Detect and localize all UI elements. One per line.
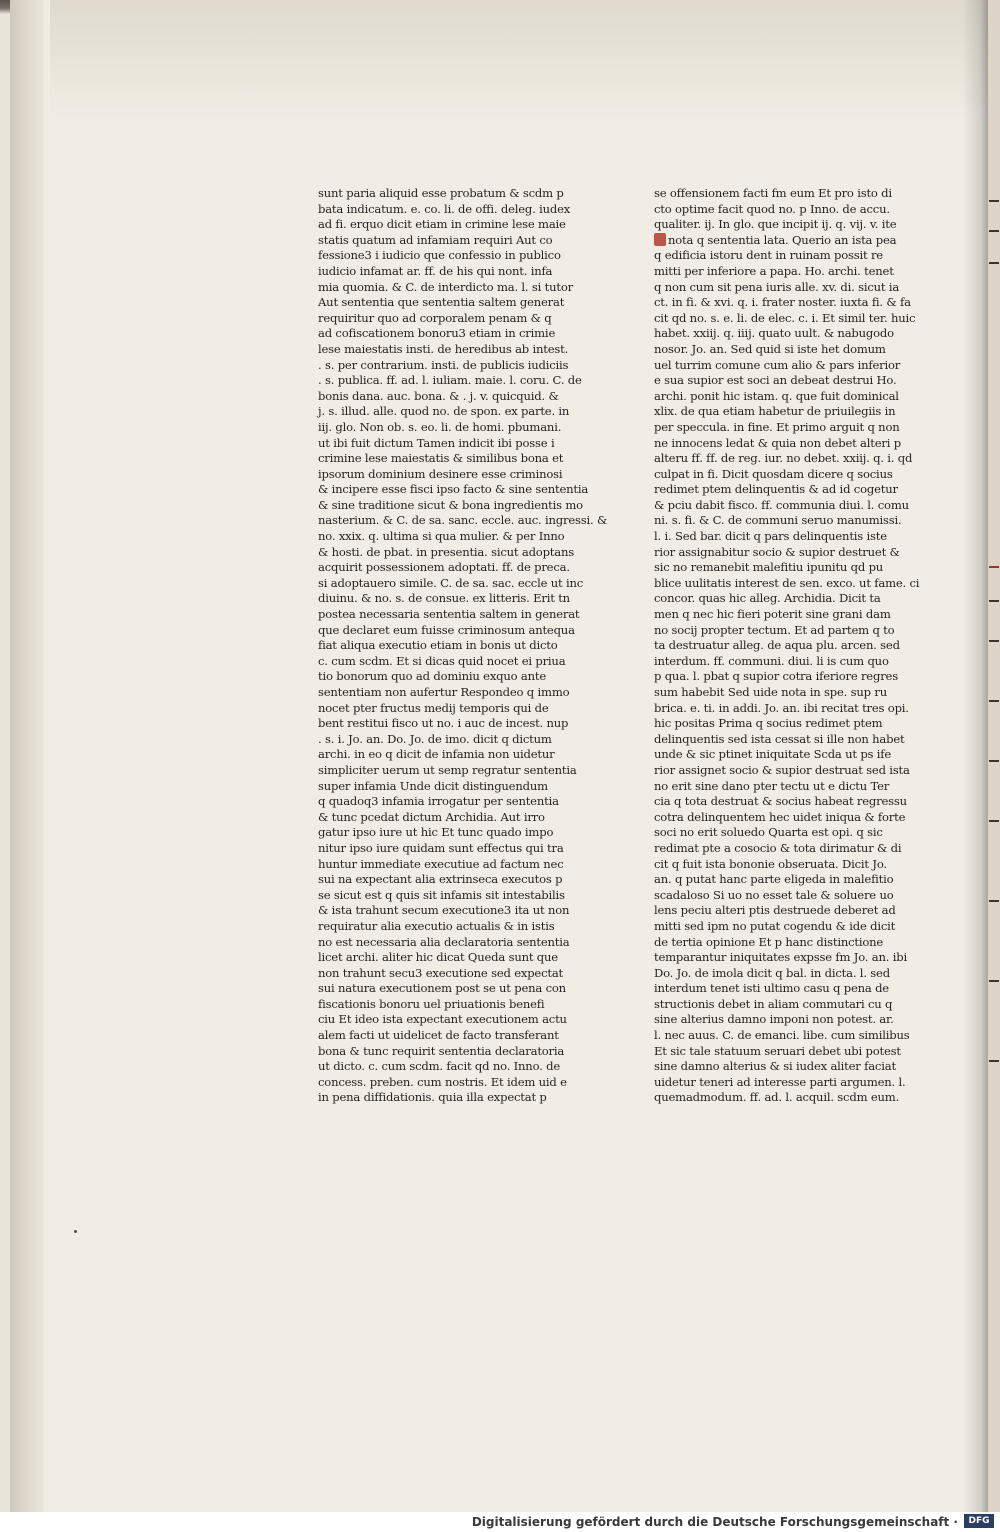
text-line: [318, 935, 570, 951]
text-line: [654, 966, 906, 982]
text-line-content: brica. e. ti. in addi. Jo. an. ibi recitat tres opi.: [654, 700, 909, 715]
text-line: [654, 794, 906, 810]
text-line: [654, 545, 906, 561]
text-line-content: bent restitui fisco ut no. i auc de incest. nup: [318, 716, 569, 731]
text-line-content: de tertia opinione Et p hanc distinctione: [654, 934, 884, 949]
text-line: [318, 311, 570, 327]
text-line: [318, 1059, 570, 1075]
text-line: [318, 202, 570, 218]
text-line: [654, 389, 906, 405]
rubricated-initial-icon: [654, 233, 666, 246]
text-line: [318, 919, 570, 935]
text-line: [318, 622, 575, 639]
text-line-content: ipsorum dominium desinere esse criminosi: [318, 466, 563, 481]
text-line: [318, 903, 570, 919]
text-line-content: qualiter. ij. In glo. que incipit ij. q. vij. v. ite: [654, 217, 897, 232]
text-line: [318, 591, 570, 607]
text-line-content: ni. s. fi. & C. de communi seruo manumissi.: [654, 513, 902, 528]
text-line-content: concess. preben. cum nostris. Et idem uid e: [318, 1074, 567, 1089]
text-line-content: archi. ponit hic istam. q. que fuit dominical: [654, 388, 899, 403]
text-line: [654, 591, 906, 607]
text-line: [318, 872, 570, 888]
text-line-content: p qua. l. pbat q supior cotra iferiore regres: [654, 669, 898, 684]
text-line-content: sententiam non aufertur Respondeo q immo: [318, 685, 570, 699]
text-line-content: fessione3 i iudicio que confessio in publico: [318, 248, 561, 263]
text-line: [654, 810, 906, 826]
text-line-content: cia q tota destruat & socius habeat regressu: [654, 794, 907, 809]
text-line-content: scadaloso Si uo no esset tale & soluere uo: [654, 887, 894, 902]
text-line-content: fiat aliqua executio etiam in bonis ut dicto: [318, 638, 558, 653]
text-line-content: men q nec hic fieri poterit sine grani dam: [654, 607, 891, 622]
text-line-content: . s. per contrarium. insti. de publicis iudiciis: [318, 357, 569, 372]
text-line-content: bata indicatum. e. co. li. de offi. deleg. iudex: [318, 201, 571, 216]
text-line-content: archi. in eo q dicit de infamia non uidetur: [318, 747, 555, 762]
text-line: [318, 497, 583, 514]
text-line-content: iudicio infamat ar. ff. de his qui nont. infa: [318, 263, 553, 278]
text-line-content: mitti sed ipm no putat cogendu & ide dicit: [654, 918, 896, 933]
text-line-content: alteru ff. ff. de reg. iur. no debet. xxiij. q. i. qd: [654, 451, 913, 466]
text-line: [318, 810, 570, 826]
text-line-content: lese maiestatis insti. de heredibus ab intest.: [318, 341, 569, 356]
text-line-content: super infamia Unde dicit distinguendum: [318, 778, 548, 793]
text-line-content: culpat in fi. Dicit quosdam dicere q socius: [654, 466, 893, 481]
text-line: [318, 467, 570, 483]
text-line: [318, 264, 570, 280]
text-line: [654, 513, 906, 529]
text-line-content: uidetur teneri ad interesse parti argumen. l.: [654, 1074, 906, 1089]
text-line: [654, 295, 911, 311]
text-line-content: no est necessaria alia declaratoria sententia: [318, 934, 570, 949]
text-line-content: ad cofiscationem bonoru3 etiam in crimie: [318, 326, 556, 341]
text-line-content: ciu Et ideo ista expectant executionem actu: [318, 1012, 567, 1027]
text-line-content: tio bonorum quo ad dominiu exquo ante: [318, 669, 547, 684]
text-line: [654, 997, 906, 1013]
text-line-content: . s. i. Jo. an. Do. Jo. de imo. dicit q dictum: [318, 731, 552, 746]
text-line-content: mitti per inferiore a papa. Ho. archi. tenet: [654, 263, 894, 278]
text-line: [318, 436, 570, 452]
text-line-content: ct. in fi. & xvi. q. i. frater noster. iuxta fi. & fa: [654, 295, 911, 310]
funding-credit: Digitalisierung gefördert durch die Deutsche Forschungsgemeinschaft ·: [471, 1515, 958, 1529]
text-line: [318, 326, 570, 342]
text-line-content: crimine lese maiestatis & similibus bona et: [318, 451, 564, 466]
text-line-content: ut ibi fuit dictum Tamen indicit ibi posse i: [318, 435, 555, 450]
text-line: [654, 560, 906, 576]
text-line-content: postea necessaria sententia saltem in generat: [318, 607, 580, 622]
text-line: [318, 888, 570, 904]
text-line: [654, 358, 906, 374]
text-line-content: no erit sine dano pter tectu ut e dictu Ter: [654, 778, 890, 793]
text-line-content: interdum tenet isti ultimo casu q pena de: [654, 981, 889, 996]
text-line: [654, 685, 906, 701]
text-line: [318, 762, 577, 779]
text-line-content: no. xxix. q. ultima si qua mulier. & per Inno: [318, 529, 565, 544]
text-line: [318, 841, 570, 857]
text-line: [318, 825, 570, 841]
text-line-content: fiscationis bonoru uel priuationis benefi: [318, 996, 545, 1011]
text-line: [654, 420, 906, 436]
text-line-content: & tunc pcedat dictum Archidia. Aut irro: [318, 809, 545, 824]
text-line-content: l. nec auus. C. de emanci. libe. cum similibus: [654, 1028, 910, 1043]
text-line-content: acquirit possessionem adoptati. ff. de preca.: [318, 560, 570, 575]
text-line: [654, 451, 913, 467]
text-line-content: cto optime facit quod no. p Inno. de accu.: [654, 201, 890, 216]
text-line-content: e sua supior est soci an debeat destrui Ho.: [654, 373, 897, 388]
text-line: [654, 779, 906, 795]
text-line-content: licet archi. aliter hic dicat Queda sunt que: [318, 950, 558, 965]
text-line-content: rior assignabitur socio & supior destruet &: [654, 544, 900, 559]
left-text-column: [318, 186, 608, 1106]
text-line-content: redimat pte a cosocio & tota dirimatur & di: [654, 840, 902, 855]
text-line-content: & ista trahunt secum executione3 ita ut non: [318, 903, 570, 918]
text-line: [318, 420, 570, 436]
text-line: [318, 233, 570, 249]
text-line: [654, 872, 906, 888]
text-line-content: huntur immediate executiue ad factum nec: [318, 856, 564, 871]
text-line-content: lens peciu alteri ptis destruede deberet ad: [654, 903, 896, 918]
text-line: [654, 373, 906, 389]
text-line: [318, 1044, 570, 1060]
text-line-content: non trahunt secu3 executione sed expectat: [318, 965, 563, 980]
text-line-content: bonis dana. auc. bona. & . j. v. quicquid. &: [318, 388, 559, 403]
text-line-content: uel turrim comune cum alio & pars inferior: [654, 357, 901, 372]
text-line-content: soci no erit soluedo Quarta est opi. q sic: [654, 825, 883, 840]
text-line-content: interdum. ff. communi. diui. li is cum quo: [654, 653, 889, 668]
text-line: [318, 529, 570, 545]
text-line-content: temparantur iniquitates expsse fm Jo. an. ibi: [654, 950, 907, 965]
text-line: [654, 326, 906, 342]
text-line: [654, 467, 906, 483]
right-text-column: [654, 186, 920, 1106]
text-line: [318, 997, 570, 1013]
text-line-content: Et sic tale statuum seruari debet ubi potest: [654, 1043, 901, 1058]
text-line-content: gatur ipso iure ut hic Et tunc quado impo: [318, 825, 554, 840]
text-line: [318, 248, 570, 264]
text-line: [318, 342, 570, 358]
text-line: [654, 732, 906, 748]
text-line-content: cit q fuit ista bononie obseruata. Dicit Jo.: [654, 856, 887, 871]
text-line-content: redimet ptem delinquentis & ad id cogetur: [654, 482, 898, 497]
text-line: [654, 623, 906, 639]
text-line-content: requiratur alia executio actualis & in istis: [318, 918, 555, 933]
text-line: [318, 747, 570, 763]
text-line-content: se sicut est q quis sit infamis sit intestabilis: [318, 887, 565, 902]
text-line: [654, 1044, 906, 1060]
text-line: [654, 248, 906, 264]
text-line-content: sic no remanebit malefitiu ipunitu qd pu: [654, 560, 884, 575]
text-line: [318, 638, 570, 654]
text-line: [654, 607, 906, 623]
text-line-content: an. q putat hanc parte eligeda in malefitio: [654, 872, 894, 887]
text-line: [318, 451, 570, 467]
text-line-content: mia quomia. & C. de interdicto ma. l. si tutor: [318, 279, 573, 294]
text-line: [318, 404, 570, 420]
page-stack-edge: [10, 0, 44, 1512]
text-line-content: & incipere esse fisci ipso facto & sine sententia: [318, 482, 589, 497]
paper-speck: [74, 1230, 77, 1233]
text-line-content: & sine traditione sicut & bona ingredientis mo: [318, 497, 583, 512]
text-line: [318, 607, 580, 623]
text-line: [654, 638, 906, 654]
text-line: [318, 389, 570, 405]
text-line-content: q edificia istoru dent in ruinam possit re: [654, 248, 883, 263]
text-line-content: nota q sententia lata. Querio an ista pea: [668, 232, 897, 247]
text-line-content: ut dicto. c. cum scdm. facit qd no. Inno. de: [318, 1059, 561, 1074]
text-line-content: sum habebit Sed uide nota in spe. sup ru: [654, 685, 887, 699]
text-line: [654, 404, 906, 420]
text-line: [654, 1012, 906, 1028]
text-line: [654, 280, 906, 296]
facing-page-edge: [988, 0, 1000, 1512]
text-line: [318, 560, 570, 576]
text-line: [318, 513, 608, 529]
text-line-content: bona & tunc requirit sententia declaratoria: [318, 1043, 565, 1058]
text-line: [654, 497, 909, 514]
text-line-content: l. i. Sed bar. dicit q pars delinquentis iste: [654, 529, 887, 544]
text-line: [654, 762, 910, 779]
text-line: [654, 575, 920, 592]
text-line: [318, 981, 570, 997]
text-line: [654, 186, 906, 202]
text-line-content: nosor. Jo. an. Sed quid si iste het domum: [654, 341, 886, 356]
text-line-content: nasterium. & C. de sa. sanc. eccle. auc. ingressi. &: [318, 513, 608, 528]
text-line-content: in pena diffidationis. quia illa expectat p: [318, 1090, 547, 1105]
text-line: [654, 1059, 906, 1075]
text-line: [654, 919, 906, 935]
text-line-content: Aut sententia que sententia saltem generat: [318, 295, 565, 310]
text-line: [318, 794, 570, 810]
text-line: [318, 950, 570, 966]
text-line-content: diuinu. & no. s. de consue. ex litteris. Erit tn: [318, 591, 570, 606]
text-line-content: ne innocens ledat & quia non debet alteri p: [654, 435, 901, 450]
text-line-content: rior assignet socio & supior destruat sed ista: [654, 762, 910, 777]
text-line-content: ta destruatur alleg. de aqua plu. arcen. sed: [654, 638, 900, 653]
text-line: [318, 716, 570, 732]
text-line: [318, 1090, 570, 1106]
text-line-content: q non cum sit pena iuris alle. xv. di. sicut ia: [654, 279, 900, 294]
text-line: [654, 654, 906, 670]
text-line-content: & pciu dabit fisco. ff. communia diui. l. comu: [654, 497, 909, 512]
text-line-content: no socij propter tectum. Et ad partem q to: [654, 622, 895, 637]
text-line: [654, 857, 906, 873]
text-line-content: sine damno alterius & si iudex aliter faciat: [654, 1059, 896, 1074]
text-line-content: concor. quas hic alleg. Archidia. Dicit ta: [654, 591, 881, 606]
text-line-content: cotra delinquentem hec uidet iniqua & forte: [654, 809, 906, 824]
text-line: [654, 233, 906, 249]
dfg-logo: DFG: [964, 1514, 994, 1528]
text-line-content: & hosti. de pbat. in presentia. sicut adoptans: [318, 544, 574, 559]
text-line-content: j. s. illud. alle. quod no. de spon. ex parte. in: [318, 404, 570, 419]
text-line: [654, 1028, 910, 1044]
text-line: [654, 342, 906, 358]
text-line: [318, 358, 570, 374]
text-line-content: sine alterius damno imponi non potest. ar.: [654, 1012, 894, 1027]
text-line-content: . s. publica. ff. ad. l. iuliam. maie. l. coru. C. de: [318, 373, 582, 388]
text-line: [654, 950, 906, 966]
text-line: [654, 825, 906, 841]
text-line: [318, 186, 570, 202]
text-line: [654, 217, 906, 233]
text-line: [318, 779, 570, 795]
text-line: [318, 575, 584, 592]
text-line-content: sui natura executionem post se ut pena con: [318, 981, 566, 996]
text-line-content: statis quatum ad infamiam requiri Aut co: [318, 232, 553, 247]
text-line: [654, 1090, 906, 1106]
text-line: [654, 310, 916, 327]
text-line: [654, 716, 906, 732]
text-line: [654, 841, 906, 857]
text-line: [318, 701, 570, 717]
text-line-content: que declaret eum fuisse criminosum antequa: [318, 622, 575, 637]
text-line: [654, 1075, 906, 1091]
text-line: [318, 732, 570, 748]
text-line-content: simpliciter uerum ut semp regratur sententia: [318, 762, 577, 777]
digitization-footer: [0, 1512, 1000, 1532]
text-line-content: sui na expectant alia extrinseca executos p: [318, 872, 563, 887]
text-line: [654, 482, 906, 498]
text-line: [654, 935, 906, 951]
text-line-content: nitur ipso iure quidam sunt effectus qui tra: [318, 840, 564, 855]
text-line: [318, 482, 589, 498]
text-line-content: habet. xxiij. q. iiij. quato uult. & nabugodo: [654, 326, 894, 341]
text-line-content: se offensionem facti fm eum Et pro isto di: [654, 186, 892, 200]
text-line-content: c. cum scdm. Et si dicas quid nocet ei priua: [318, 653, 566, 668]
text-line-content: sunt paria aliquid esse probatum & scdm p: [318, 186, 564, 200]
text-line: [318, 373, 582, 389]
text-line: [654, 669, 906, 685]
text-line-content: quemadmodum. ff. ad. l. acquil. scdm eum.: [654, 1090, 900, 1105]
text-line: [654, 888, 906, 904]
text-line: [318, 295, 570, 311]
text-line: [654, 903, 906, 919]
text-line: [654, 529, 906, 545]
text-line-content: xlix. de qua etiam habetur de priuilegiis in: [654, 404, 896, 419]
text-line: [654, 264, 906, 280]
text-line: [654, 981, 906, 997]
text-line: [318, 1028, 570, 1044]
text-line: [318, 544, 574, 561]
text-line: [318, 279, 573, 296]
text-line: [654, 202, 906, 218]
text-line-content: hic positas Prima q socius redimet ptem: [654, 716, 883, 731]
text-line: [318, 654, 570, 670]
text-line-content: per speccula. in fine. Et primo arguit q non: [654, 419, 900, 434]
text-line: [318, 966, 570, 982]
text-line-content: structionis debet in aliam commutari cu q: [654, 996, 893, 1011]
gutter-shadow: [962, 0, 988, 1512]
text-line-content: blice uulitatis interest de sen. exco. ut fame. ci: [654, 575, 920, 590]
text-line: [318, 1012, 570, 1028]
text-line: [654, 436, 906, 452]
text-line-content: delinquentis sed ista cessat si ille non habet: [654, 731, 905, 746]
text-line: [318, 685, 570, 701]
text-line: [654, 700, 909, 717]
text-line: [318, 857, 570, 873]
text-line-content: nocet pter fructus medij temporis qui de: [318, 700, 549, 715]
text-line: [318, 1075, 570, 1091]
text-line-content: iij. glo. Non ob. s. eo. li. de homi. pbumani.: [318, 419, 562, 434]
text-line-content: cit qd no. s. e. li. de elec. c. i. Et simil ter. huic: [654, 310, 916, 325]
text-line-content: ad fi. erquo dicit etiam in crimine lese maie: [318, 217, 566, 232]
text-line: [318, 217, 570, 233]
text-line-content: q quadoq3 infamia irrogatur per sententia: [318, 794, 559, 809]
text-line: [654, 747, 906, 763]
paper-stain: [50, 0, 990, 120]
text-line-content: unde & sic ptinet iniquitate Scda ut ps ife: [654, 747, 892, 762]
text-line-content: si adoptauero simile. C. de sa. sac. eccle ut inc: [318, 575, 584, 590]
text-line-content: alem facti ut uidelicet de facto transferant: [318, 1028, 559, 1043]
text-line-content: requiritur quo ad corporalem penam & q: [318, 310, 552, 325]
text-line-content: Do. Jo. de imola dicit q bal. in dicta. l. sed: [654, 965, 890, 980]
text-line: [318, 669, 570, 685]
